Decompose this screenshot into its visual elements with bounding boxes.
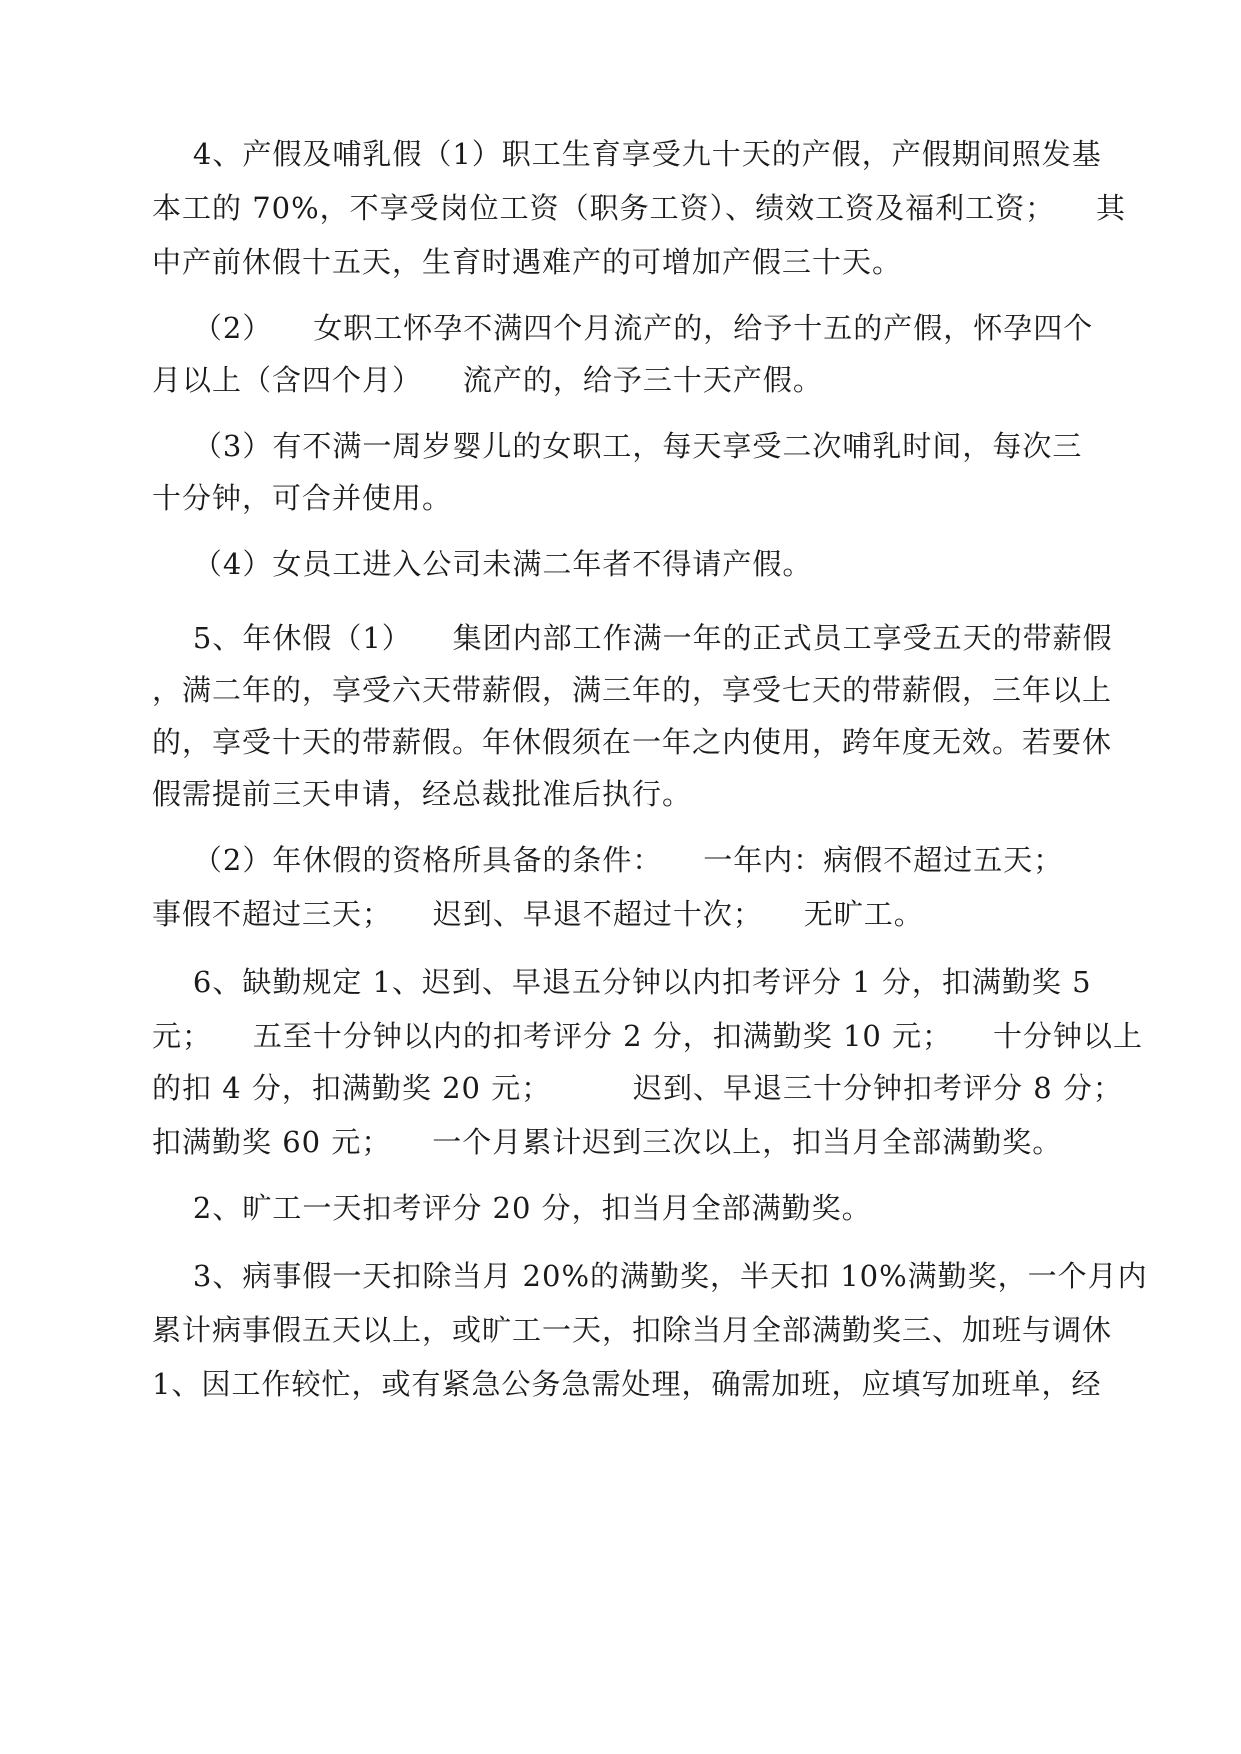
- paragraph-line: （3）有不满一周岁婴儿的女职工，每天享受二次哺乳时间，每次三: [152, 429, 1083, 463]
- paragraph-line: 扣满勤奖 60 元； 一个月累计迟到三次以上，扣当月全部满勤奖。: [152, 1125, 1063, 1159]
- paragraph-line: ，满二年的，享受六天带薪假，满三年的，享受七天的带薪假，三年以上: [152, 673, 1113, 707]
- paragraph-line: 4、产假及哺乳假（1）职工生育享受九十天的产假，产假期间照发基: [152, 137, 1102, 171]
- paragraph-line: 1、因工作较忙，或有紧急公务急需处理，确需加班，应填写加班单，经: [152, 1367, 1102, 1401]
- paragraph-line: 月以上（含四个月） 流产的，给予三十天产假。: [152, 363, 823, 397]
- paragraph-line: 2、旷工一天扣考评分 20 分，扣当月全部满勤奖。: [152, 1191, 872, 1225]
- paragraph-line: （2）年休假的资格所具备的条件： 一年内：病假不超过五天；: [152, 843, 1064, 877]
- paragraph-line: 的扣 4 分，扣满勤奖 20 元； 迟到、早退三十分钟扣考评分 8 分；: [152, 1071, 1123, 1105]
- paragraph-line: 中产前休假十五天，生育时遇难产的可增加产假三十天。: [152, 245, 903, 279]
- paragraph-line: 的，享受十天的带薪假。年休假须在一年之内使用，跨年度无效。若要休: [152, 725, 1113, 759]
- paragraph-line: 本工的 70%，不享受岗位工资（职务工资）、绩效工资及福利工资； 其: [152, 191, 1127, 225]
- paragraph-line: 事假不超过三天； 迟到、早退不超过十次； 无旷工。: [152, 897, 924, 931]
- paragraph-line: 累计病事假五天以上，或旷工一天，扣除当月全部满勤奖三、加班与调休: [152, 1313, 1113, 1347]
- paragraph-line: （4）女员工进入公司未满二年者不得请产假。: [152, 547, 813, 581]
- paragraph-line: 5、年休假（1） 集团内部工作满一年的正式员工享受五天的带薪假: [152, 621, 1113, 655]
- paragraph-line: 十分钟，可合并使用。: [152, 481, 453, 515]
- paragraph-line: （2） 女职工怀孕不满四个月流产的，给予十五的产假，怀孕四个: [152, 311, 1094, 345]
- paragraph-line: 元； 五至十分钟以内的扣考评分 2 分，扣满勤奖 10 元； 十分钟以上: [152, 1019, 1143, 1053]
- paragraph-line: 6、缺勤规定 1、迟到、早退五分钟以内扣考评分 1 分，扣满勤奖 5: [152, 965, 1092, 999]
- paragraph-line: 假需提前三天申请，经总裁批准后执行。: [152, 777, 693, 811]
- paragraph-line: 3、病事假一天扣除当月 20%的满勤奖，半天扣 10%满勤奖，一个月内: [152, 1259, 1148, 1293]
